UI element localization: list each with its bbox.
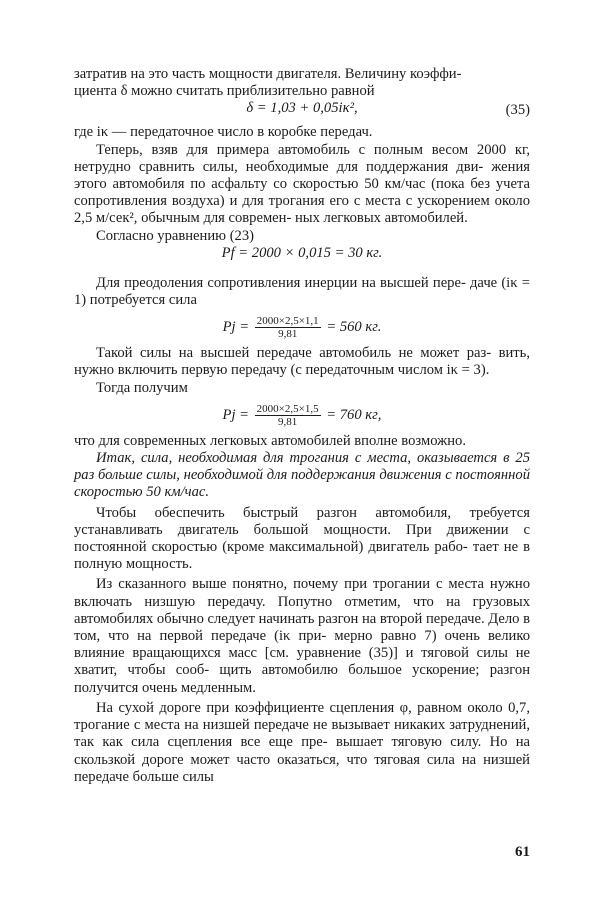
equation-lhs: Pj = [222, 406, 249, 423]
equation-rhs: = 560 кг. [326, 319, 382, 336]
equation-35 [74, 100, 530, 124]
paragraph: Для преодоления сопротивления инерции на высшей пере- даче (iκ = 1) потребуется сила [74, 274, 530, 309]
paragraph: что для современных легковых автомобилей вполне возможно. [74, 432, 466, 449]
equation-body: Pf = 2000 × 0,015 = 30 кг. [221, 244, 383, 261]
emphasis-paragraph: Итак, сила, необходимая для трогания с места, оказывается в 25 раз больше силы, необходимой для поддержания движения с постоянной скоростью 50 км/час. [74, 450, 530, 501]
equation-pf [74, 245, 530, 269]
paragraph: Теперь, взяв для примера автомобиль с полным весом 2000 кг, нетрудно сравнить силы, необходимые для поддержания дви- жения этого автомобиля по асфальту со скоростью 50 км/час (пока без учета сопротивления воздуха) и для трогания его с места с ускорением около 2,5 м/сек², обычным для современ- ных легковых автомобилей. [74, 141, 530, 227]
fraction-numerator: 2000×2,5×1,1 [256, 315, 319, 328]
equation-body: δ = 1,03 + 0,05iκ², [246, 100, 358, 117]
page-number: 61 [515, 844, 530, 860]
fraction-denominator: 9,81 [277, 416, 298, 428]
paragraph: Такой силы на высшей передаче автомобиль не может раз- вить, нужно включить первую передачу (с передаточным числом iκ = 3). [74, 345, 530, 379]
text-line: где iκ — передаточное число в коробке передач. [74, 124, 373, 141]
paragraph: На сухой дороге при коэффициенте сцепления φ, равном около 0,7, трогание с места на низшей передаче не вызывает никаких затруднений, так как сила сцепления все еще пре- вышает тяговую силу. Но на скользкой дороге может часто оказаться, что тяговая сила на низшей передаче больше силы [74, 699, 530, 785]
page-body [74, 66, 530, 786]
paragraph: Из сказанного выше понятно, почему при трогании с места нужно включать низшую передачу. Попутно отметим, что на грузовых автомобилях обычно следует начинать разгон на второй передаче. Дело в том, что на первой передаче (iκ при- мерно равно 7) очень велико влияние вращающихся масс [см. уравнение (35)] и тяговой силы не хватит, чтобы сооб- щить автомобилю большое ускорение; разгон получится очень медленным. [74, 576, 531, 696]
equation-pj2 [74, 397, 530, 433]
equation-rhs: = 760 кг, [326, 406, 382, 423]
paragraph: Тогда получим [96, 379, 188, 396]
paragraph: Согласно уравнению (23) [96, 227, 255, 244]
text-line: затратив на это часть мощности двигателя. Величину коэффи- [74, 66, 462, 82]
fraction-numerator: 2000×2,5×1,5 [256, 403, 319, 415]
paragraph: Чтобы обеспечить быстрый разгон автомобиля, требуется устанавливать двигатель большой мощности. При движении с постоянной скоростью (кроме максимальной) двигатель рабо- тает не в полную мощность. [74, 504, 530, 573]
fraction [255, 315, 321, 340]
equation-pj1 [74, 309, 530, 345]
equation-number: (35) [505, 102, 530, 119]
fraction-denominator: 9,81 [278, 328, 298, 341]
text-line: циента δ можно считать приблизительно равной [74, 83, 375, 100]
equation-lhs: Pj = [222, 319, 250, 336]
fraction [255, 403, 321, 428]
